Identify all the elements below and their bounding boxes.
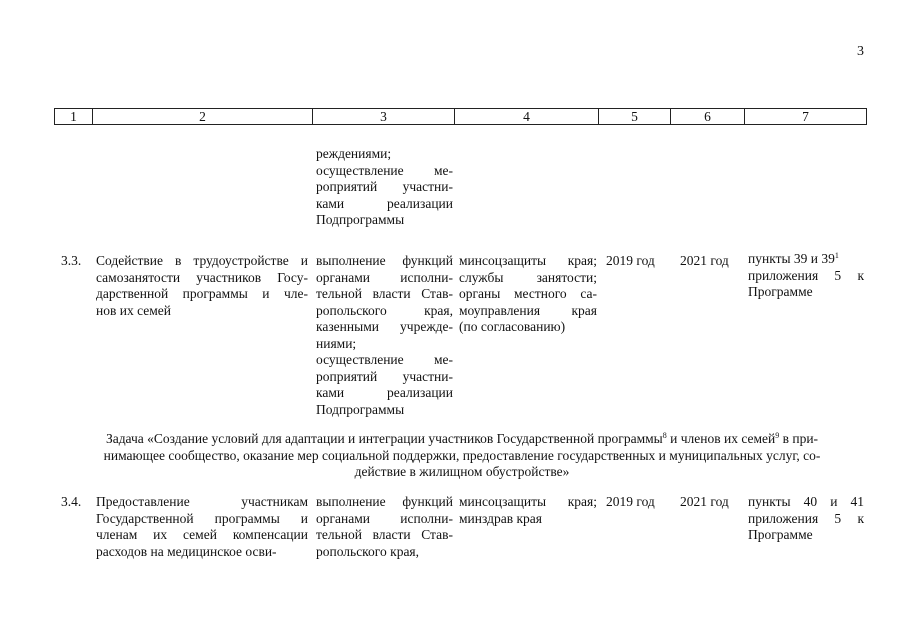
word: 5 [834, 510, 842, 526]
text-line: действие в жилищном обустройстве» [354, 464, 570, 479]
word: программы [214, 510, 280, 526]
word: моуправления [459, 302, 541, 318]
word: минсоцзащиты [459, 494, 547, 509]
text-line [96, 527, 308, 544]
text-fragment: в при- [779, 431, 819, 446]
row-3-3-start-year: 2019 год [606, 253, 655, 268]
text-line [316, 369, 453, 386]
text-fragment: пункты 39 и 39 [748, 251, 835, 266]
word: функций [402, 494, 453, 509]
row-3-4-executors [459, 494, 597, 527]
text-line: реждениями; [316, 146, 392, 161]
text-line [316, 286, 453, 303]
text-line [96, 494, 308, 511]
superscript: 9 [775, 431, 780, 440]
word: самозанятости [96, 269, 181, 285]
word: компенсации [232, 527, 308, 542]
header-col-6: 6 [704, 109, 711, 124]
text-line: Программе [748, 527, 813, 542]
text-line [316, 253, 453, 270]
word: и [300, 510, 308, 526]
text-line [748, 251, 864, 268]
header-col-2: 2 [199, 109, 206, 124]
row-3-4-number: 3.4. [61, 494, 82, 509]
word: Содействие [96, 253, 163, 268]
superscript: 8 [662, 431, 667, 440]
word: Госу- [277, 269, 308, 285]
word: 5 [834, 267, 842, 283]
word: дарственной [96, 286, 169, 301]
word: и [830, 494, 838, 509]
word: и [262, 286, 270, 301]
word: исполни- [400, 510, 453, 526]
word: их [153, 527, 168, 542]
word: ропольского [316, 302, 387, 318]
text-line [748, 511, 864, 528]
text-line [748, 494, 864, 511]
word: пункты [748, 494, 791, 509]
word: ме- [433, 162, 453, 178]
word: ками [316, 385, 345, 400]
text-line [316, 494, 453, 511]
text-line [64, 431, 860, 448]
row-3-3-mechanism [316, 253, 453, 418]
word: и [300, 253, 308, 268]
text-line [316, 179, 453, 196]
text-line [459, 270, 597, 287]
page-number: 3 [857, 44, 864, 59]
header-col-3: 3 [380, 109, 387, 124]
word: местного [513, 286, 567, 301]
word: участникам [241, 494, 308, 509]
word: членам [96, 527, 138, 542]
word: края; [567, 494, 597, 509]
header-col-4: 4 [523, 109, 530, 124]
text-line [459, 494, 597, 511]
word: функций [402, 253, 453, 268]
text-line [316, 511, 453, 528]
word: Став- [421, 527, 453, 542]
word: Предоставление [96, 494, 190, 509]
row-3-3-executors [459, 253, 597, 336]
row-3-4-measure [96, 494, 308, 560]
word: края, [424, 302, 453, 318]
row-3-3-number: 3.3. [61, 253, 82, 268]
text-line: расходов на медицинское осви- [96, 543, 277, 559]
text-line [459, 253, 597, 270]
word: роприятий [316, 368, 378, 384]
text-line: Подпрограммы [316, 212, 405, 227]
header-col-5: 5 [631, 109, 638, 124]
text-line: нимающее сообщество, оказание мер социальной поддержки, предоставление государственных и муниципальных услуг, со- [103, 447, 821, 463]
word: в [174, 253, 182, 268]
text-line [459, 286, 597, 303]
text-fragment: и членов их семей [666, 431, 776, 446]
continuation-col3 [316, 146, 453, 229]
text-line [459, 303, 597, 320]
text-line [316, 385, 453, 402]
row-3-4-reference [748, 494, 864, 544]
word: ками [316, 195, 345, 211]
word: выполнение [316, 494, 386, 509]
word: участни- [402, 179, 453, 194]
text-line [96, 270, 308, 287]
text-line [316, 270, 453, 287]
word: ме- [433, 352, 453, 367]
text-line [316, 303, 453, 320]
text-line [316, 527, 453, 544]
word: 40 [803, 494, 818, 509]
word: края [571, 302, 597, 318]
word: учрежде- [400, 319, 453, 334]
row-3-4-mechanism [316, 494, 453, 560]
word: реализации [387, 195, 453, 211]
word: власти [372, 286, 411, 301]
word: семей [183, 527, 217, 542]
word: к [857, 267, 864, 283]
word: тельной [316, 527, 362, 542]
text-fragment: Задача «Создание условий для адаптации и интеграции участников Государственной программы [105, 431, 663, 446]
word: занятости; [536, 269, 597, 285]
word: власти [372, 527, 411, 542]
word: роприятий [316, 179, 378, 194]
text-line: ропольского края, [316, 543, 420, 559]
word: приложения [748, 510, 819, 526]
word: исполни- [400, 269, 453, 285]
word: к [857, 510, 864, 526]
word: тельной [316, 286, 362, 301]
row-3-4-end-year: 2021 год [680, 494, 729, 509]
superscript: 1 [834, 251, 839, 260]
task-heading [64, 431, 860, 481]
word: трудоустройстве [193, 253, 289, 268]
header-col-1: 1 [70, 109, 77, 124]
row-3-4-start-year: 2019 год [606, 494, 655, 509]
text-line: ниями; [316, 335, 357, 351]
word: участни- [402, 368, 453, 384]
word: приложения [748, 267, 819, 283]
word: края; [567, 253, 597, 268]
word: осуществление [316, 352, 404, 367]
text-line: Подпрограммы [316, 401, 405, 417]
text-line [316, 196, 453, 213]
word: органами [316, 510, 371, 526]
text-line [748, 268, 864, 285]
text-line [96, 511, 308, 528]
word: чле- [283, 286, 308, 301]
word: органами [316, 269, 371, 285]
word: минсоцзащиты [459, 253, 547, 268]
table-header-row [54, 108, 867, 125]
text-line [96, 286, 308, 303]
text-line [96, 253, 308, 270]
word: Государственной [96, 510, 194, 526]
text-line: (по согласованию) [459, 319, 566, 334]
row-3-3-reference [748, 251, 864, 301]
row-3-3-end-year: 2021 год [680, 253, 729, 268]
word: реализации [387, 385, 453, 400]
row-3-3-measure [96, 253, 308, 319]
word: Став- [421, 286, 453, 301]
text-line: Программе [748, 284, 813, 299]
text-line: нов их семей [96, 302, 171, 318]
word: са- [580, 286, 597, 301]
text-line: минздрав края [459, 510, 542, 526]
word: 41 [850, 494, 864, 509]
text-line [316, 352, 453, 369]
word: службы [459, 269, 504, 285]
text-line [316, 319, 453, 336]
header-col-7: 7 [802, 109, 809, 124]
word: органы [459, 286, 501, 301]
word: выполнение [316, 253, 386, 268]
word: казенными [316, 319, 379, 334]
word: программы [182, 286, 248, 301]
word: участников [196, 269, 262, 285]
text-line [316, 163, 453, 180]
word: осуществление [316, 162, 404, 178]
